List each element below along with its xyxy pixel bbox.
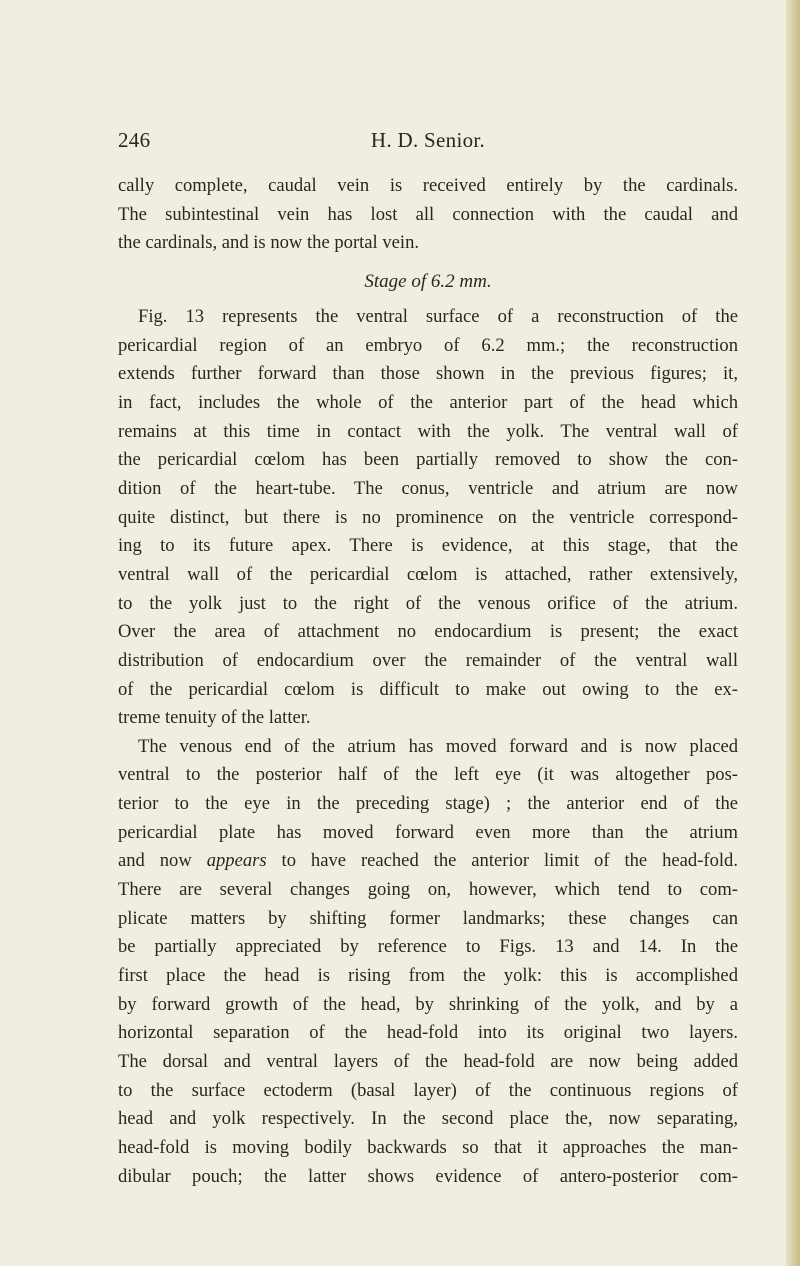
text-line: ing to its future apex. There is evidence, at this stage, that the [118, 535, 738, 557]
emphasis-appears: appears [206, 850, 267, 872]
text-line: Fig. 13 represents the ventral surface of a reconstruction of the [138, 305, 738, 327]
page-edge [786, 0, 800, 1266]
text-line: the pericardial cœlom has been partially removed to show the con- [118, 449, 738, 471]
running-head: H. D. Senior. [370, 128, 486, 152]
page-number: 246 [118, 128, 151, 152]
text-line: horizontal separation of the head-fold into its original two layers. [118, 1022, 738, 1044]
text-line: pericardial plate has moved forward even more than the atrium [118, 821, 738, 843]
text-line: head-fold is moving bodily backwards so that it approaches the man- [118, 1137, 738, 1158]
paragraph-1 [118, 172, 738, 258]
text-line: The venous end of the atrium has moved forward and is now placed [138, 735, 738, 757]
section-heading-figure: 6.2 [430, 270, 455, 292]
text-line: the cardinals, and is now the portal vein. [118, 232, 420, 254]
paragraph-3 [118, 733, 738, 1192]
section-heading [118, 267, 738, 297]
text-line: The subintestinal vein has lost all connection with the caudal and [118, 203, 738, 225]
page-header [118, 128, 738, 158]
text-line: Over the area of attachment no endocardium is present; the exact [118, 621, 738, 643]
text-line [118, 847, 738, 876]
text-line: head and yolk respectively. In the second place the, now separating, [118, 1108, 738, 1130]
text-line: pericardial region of an embryo of 6.2 mm.; the reconstruction [118, 334, 738, 356]
paragraph-2 [118, 303, 738, 733]
text-line: cally complete, caudal vein is received entirely by the cardinals. [118, 175, 738, 196]
text-line: ventral to the posterior half of the left eye (it was altogether pos- [118, 764, 738, 786]
text-line: plicate matters by shifting former landmarks; these changes can [118, 907, 738, 929]
text-line: remains at this time in contact with the yolk. The ventral wall of [118, 420, 738, 442]
text-line: terior to the eye in the preceding stage) ; the anterior end of the [118, 793, 738, 815]
text-line: be partially appreciated by reference to Figs. 13 and 14. In the [118, 936, 738, 958]
text-line: in fact, includes the whole of the anterior part of the head which [118, 391, 738, 413]
text-run: to have reached the anterior limit of the head-fold. [266, 850, 738, 872]
text-line: The dorsal and ventral layers of the head-fold are now being added [118, 1051, 738, 1073]
text-run: and now [118, 850, 207, 872]
text-line: treme tenuity of the latter. [118, 707, 311, 729]
section-heading-prefix: Stage of [364, 270, 431, 292]
text-line: quite distinct, but there is no prominence on the ventricle correspond- [118, 506, 738, 528]
text-line: ventral wall of the pericardial cœlom is attached, rather extensively, [118, 563, 738, 585]
text-line: There are several changes going on, however, which tend to com- [118, 879, 738, 901]
text-line: dibular pouch; the latter shows evidence of antero-posterior com- [118, 1165, 738, 1187]
text-line: of the pericardial cœlom is difficult to make out owing to the ex- [118, 678, 738, 700]
text-line: first place the head is rising from the yolk: this is accomplished [118, 965, 738, 987]
text-line: distribution of endocardium over the remainder of the ventral wall [118, 649, 738, 671]
text-line: to the yolk just to the right of the venous orifice of the atrium. [118, 592, 738, 614]
text-line: by forward growth of the head, by shrinking of the yolk, and by a [118, 993, 738, 1015]
text-line: to the surface ectoderm (basal layer) of the continuous regions of [118, 1079, 738, 1101]
text-line: dition of the heart-tube. The conus, ventricle and atrium are now [118, 477, 738, 499]
body-text [118, 172, 738, 1191]
section-heading-unit: mm. [454, 270, 492, 292]
text-line: extends further forward than those shown in the previous figures; it, [118, 363, 738, 385]
